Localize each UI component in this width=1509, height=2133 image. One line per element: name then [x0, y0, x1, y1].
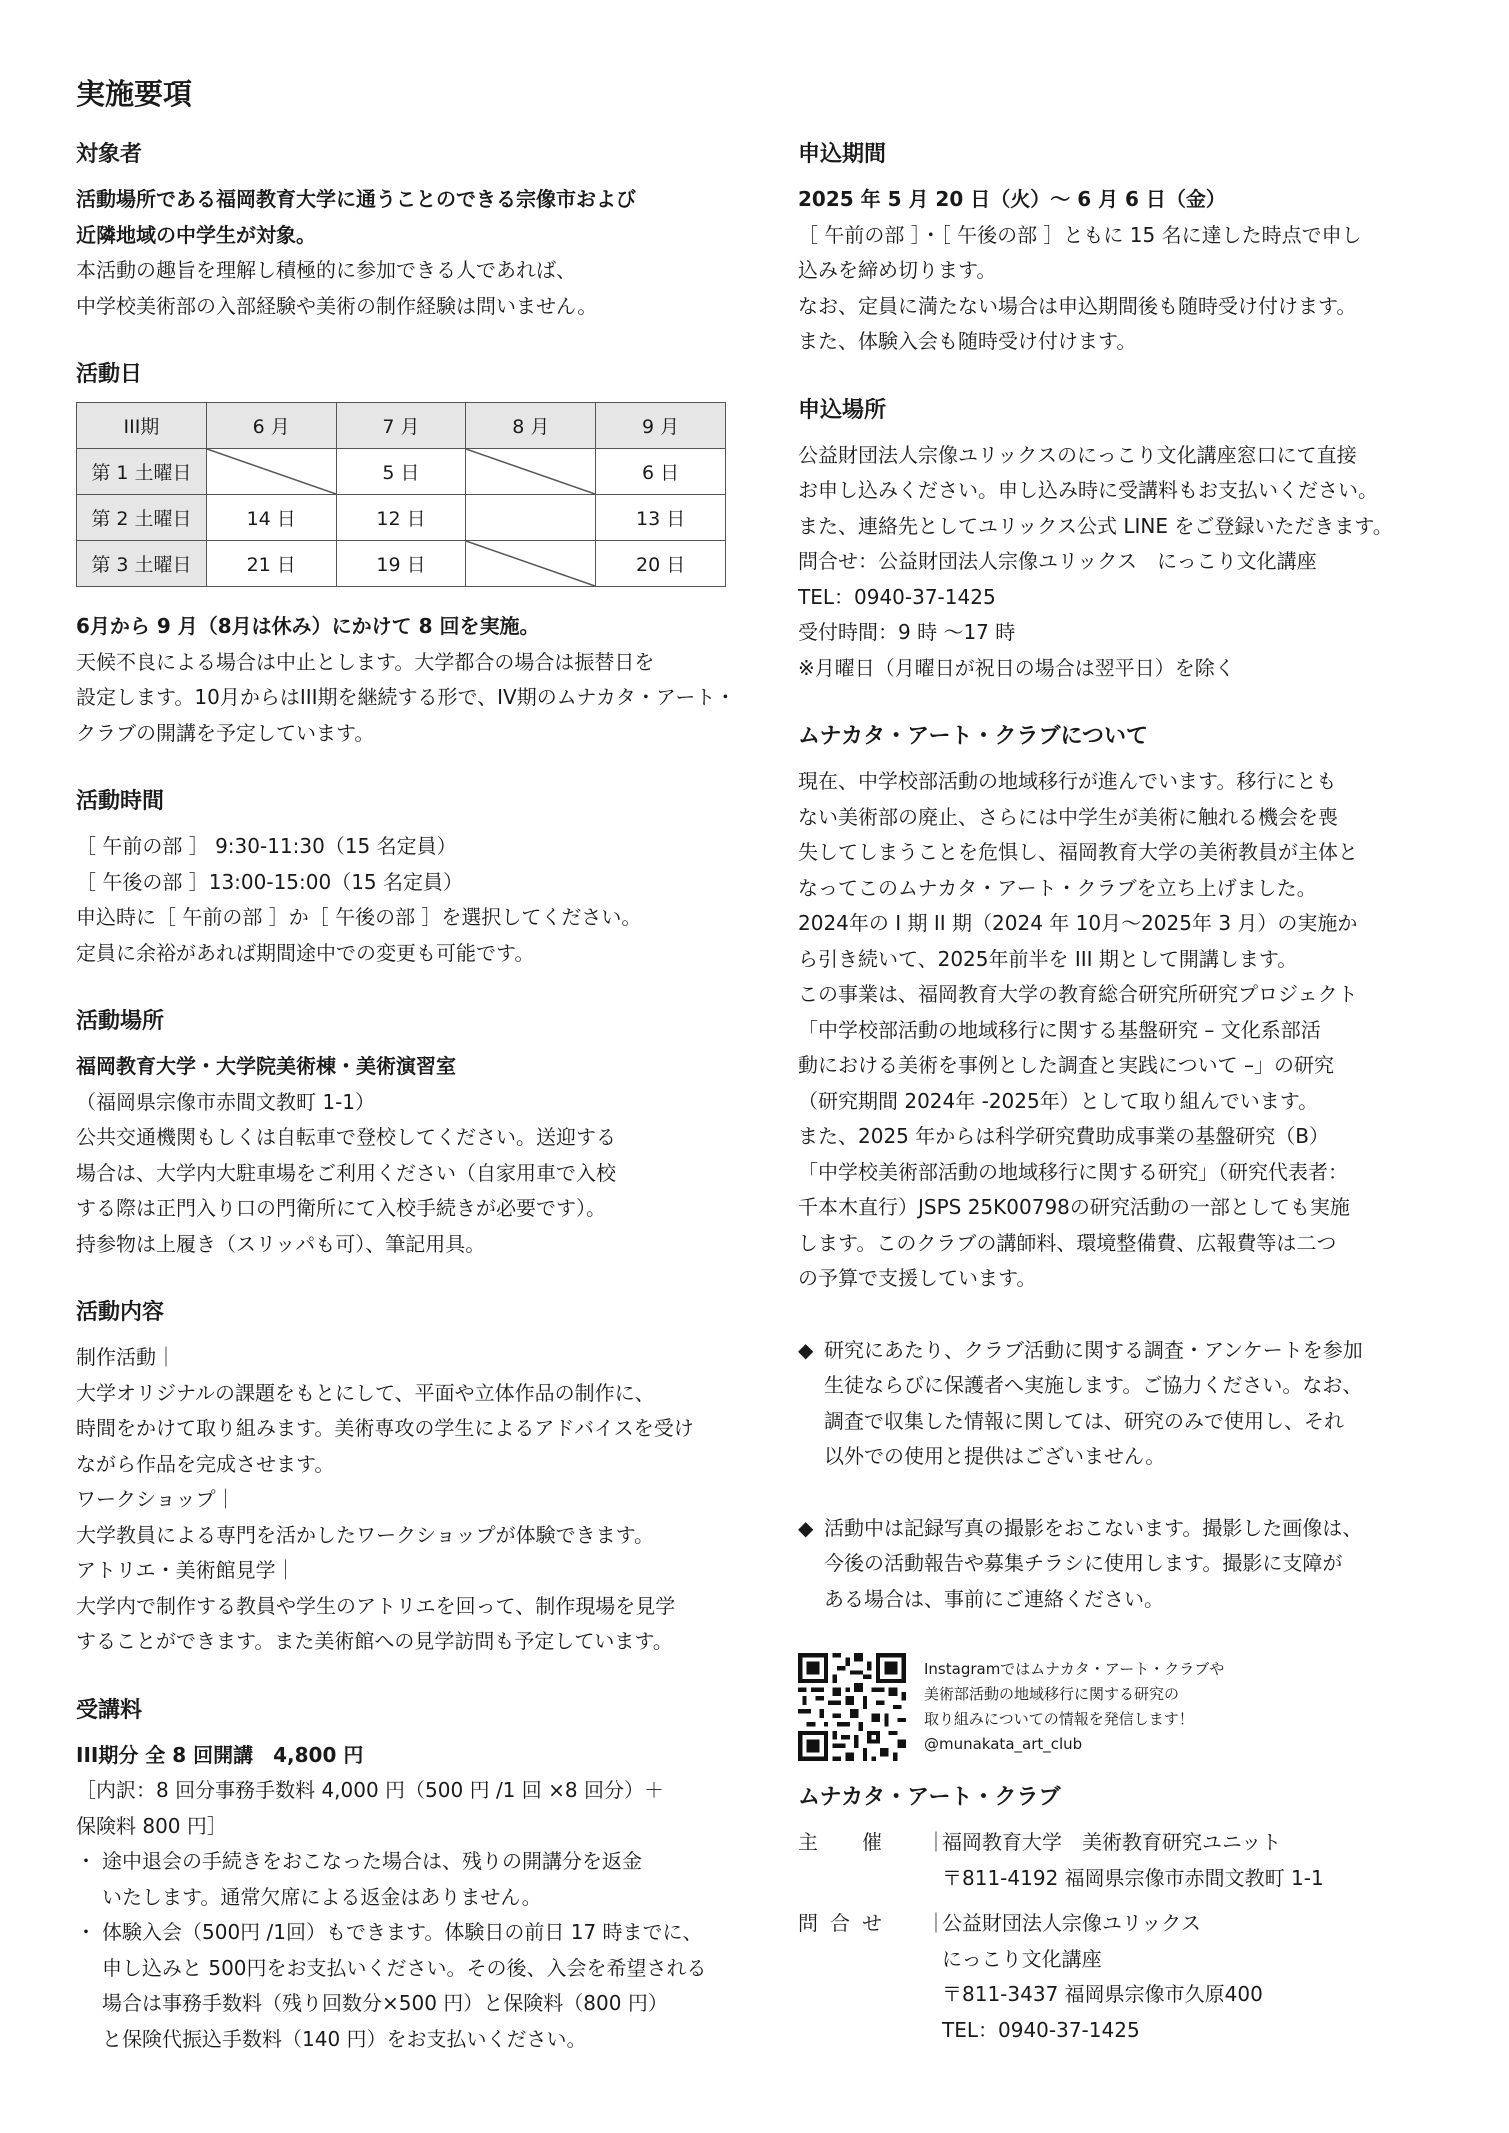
section-club [798, 1783, 1448, 2048]
instagram-line: 取り組みについての情報を発信します！ [924, 1710, 1194, 1728]
instagram-text [924, 1657, 1224, 1757]
fee-bold-line: III期分 全 8 回開講 4,800 円 [76, 1742, 364, 1767]
schedule-cell: 19 日 [336, 541, 466, 587]
about-line: ない美術部の廃止、さらには中学生が美術に触れる機会を喪 [798, 804, 1338, 829]
target-bold-line: 近隣地域の中学生が対象。 [76, 222, 316, 247]
place-bold-line: 福岡教育大学・大学院美術棟・美術演習室 [76, 1054, 456, 1078]
content-line: することができます。また美術館への見学訪問も予定しています。 [76, 1629, 673, 1653]
fee-bullet-line: 体験入会（500円 /1回）もできます。体験日の前日 17 時までに、 [102, 1920, 703, 1944]
apply-place-line: 受付時間：9 時 ～17 時 [798, 620, 1016, 644]
schedule-header-cell: 8 月 [466, 403, 596, 449]
schedule-header-row [77, 403, 726, 449]
target-bold-line: 活動場所である福岡教育大学に通うことのできる宗像市および [76, 187, 636, 211]
schedule-table [76, 402, 726, 587]
section-target-heading: 対象者 [76, 142, 143, 167]
schedule-header-cell: III期 [77, 403, 207, 449]
schedule-cell: 5 日 [336, 449, 466, 495]
period-line: ［ 午前の部 ］・［ 午後の部 ］ともに 15 名に達した時点で申し [798, 222, 1362, 247]
fee-bullet-line: 途中退会の手続きをおこなった場合は、残りの開講分を返金 [102, 1849, 642, 1873]
time-line: 申込時に［ 午前の部 ］か［ 午後の部 ］を選択してください。 [76, 905, 642, 929]
qr-code-icon[interactable] [798, 1653, 906, 1761]
schedule-cell: 13 日 [596, 495, 726, 541]
bullet-mark: ・ [76, 1920, 96, 1944]
section-period [798, 140, 1448, 360]
fee-bullet-line: 場合は事務手数料（残り回数分×500 円）と保険料（800 円） [102, 1991, 668, 2015]
content-line: 大学教員による専門を活かしたワークショップが体験できます。 [76, 1522, 654, 1547]
fee-bullet-item [76, 1915, 726, 2057]
about-line: ら引き続いて、2025年前半を III 期として開講します。 [798, 946, 1298, 971]
schedule-cell: 20 日 [596, 541, 726, 587]
fee-bullet-line: いたします。通常欠席による返金はありません。 [102, 1884, 542, 1909]
about-line: 2024年の I 期 II 期（2024 年 10月～2025年 3 月）の実施か [798, 911, 1358, 935]
section-time-heading: 活動時間 [76, 789, 165, 814]
fee-bullet-line: 申し込みと 500円をお支払いください。その後、入会を希望される [102, 1955, 707, 1980]
place-line: 公共交通機関もしくは自転車で登校してください。送迎する [76, 1125, 616, 1149]
note-line: 研究にあたり、クラブ活動に関する調査・アンケートを参加 [824, 1337, 1363, 1362]
contact-line: 公益財団法人宗像ユリックス [942, 1911, 1201, 1935]
apply-place-line: 公益財団法人宗像ユリックスのにっこり文化講座窓口にて直接 [798, 442, 1357, 467]
section-target [76, 140, 726, 324]
schedule-row [77, 495, 726, 541]
contact-line: 〒811-3437 福岡県宗像市久原400 [942, 1982, 1263, 2006]
note-line: 生徒ならびに保護者へ実施します。ご協力ください。なお、 [824, 1373, 1363, 1397]
schedule-cell: 14 日 [206, 495, 336, 541]
about-line: なってこのムナカタ・アート・クラブを立ち上げました。 [798, 875, 1317, 900]
about-line: この事業は、福岡教育大学の教育総合研究所研究プロジェクト [798, 982, 1358, 1006]
target-line: 本活動の趣旨を理解し積極的に参加できる人であれば、 [76, 258, 576, 282]
apply-place-line: ※月曜日（月曜日が祝日の場合は翌平日）を除く [798, 655, 1235, 680]
section-club-heading: ムナカタ・アート・クラブ [798, 1785, 1061, 1810]
schedule-row-label: 第 2 土曜日 [77, 495, 207, 541]
content-line: 大学オリジナルの課題をもとにして、平面や立体作品の制作に、 [76, 1380, 655, 1405]
period-line: また、体験入会も随時受け付けます。 [798, 329, 1137, 353]
schedule-cell: 21 日 [206, 541, 336, 587]
host-line: 福岡教育大学 美術教育研究ユニット [942, 1830, 1282, 1854]
note-line: 活動中は記録写真の撮影をおこないます。撮影した画像は、 [824, 1515, 1363, 1540]
schedule-header-cell: 7 月 [336, 403, 466, 449]
bullet-mark: ・ [76, 1849, 96, 1873]
content-line: アトリエ・美術館見学｜ [76, 1558, 296, 1582]
section-content-heading: 活動内容 [76, 1300, 165, 1325]
host-line: 〒811-4192 福岡県宗像市赤間文教町 1-1 [942, 1865, 1324, 1890]
section-fee-heading: 受講料 [76, 1697, 143, 1723]
instagram-line: Instagramではムナカタ・アート・クラブや [924, 1660, 1225, 1678]
target-line: 中学校美術部の入部経験や美術の制作経験は問いません。 [76, 293, 598, 318]
content-line: 制作活動｜ [76, 1345, 176, 1369]
schedule-cell: 6 日 [596, 449, 726, 495]
fee-line: ［内訳：8 回分事務手数料 4,000 円（500 円 /1 回 ×8 回分）＋ [76, 1778, 664, 1802]
section-time [76, 787, 726, 971]
right-column [798, 140, 1448, 2048]
about-line: 千本木直行）JSPS 25K00798の研究活動の一部としても実施 [798, 1195, 1350, 1219]
page-title: 実施要項 [76, 77, 193, 111]
diamond-icon: ◆ [798, 1515, 814, 1540]
about-line: 動における美術を事例とした調査と実践について –」の研究 [798, 1053, 1334, 1077]
section-period-heading: 申込期間 [798, 142, 887, 167]
about-line: します。このクラブの講師料、環境整備費、広報費等は二つ [798, 1230, 1337, 1255]
section-apply-place-heading: 申込場所 [798, 397, 887, 423]
apply-place-line: また、連絡先としてユリックス公式 LINE をご登録いただきます。 [798, 513, 1393, 538]
contact-phone[interactable]: TEL：0940-37-1425 [942, 2017, 1140, 2042]
time-line: 定員に余裕があれば期間途中での変更も可能です。 [76, 940, 535, 965]
content-line: 大学内で制作する教員や学生のアトリエを回って、制作現場を見学 [76, 1593, 676, 1618]
instagram-line: 美術部活動の地域移行に関する研究の [924, 1685, 1180, 1703]
section-content [76, 1298, 726, 1660]
apply-place-line: お申し込みください。申し込み時に受講料もお支払いください。 [798, 478, 1378, 502]
content-line: 時間をかけて取り組みます。美術専攻の学生によるアドバイスを受け [76, 1416, 694, 1440]
section-days [76, 360, 736, 751]
about-line: 「中学校部活動の地域移行に関する基盤研究 – 文化系部活 [798, 1017, 1321, 1042]
section-days-heading: 活動日 [76, 362, 143, 387]
section-place [76, 1007, 726, 1262]
days-line: 天候不良による場合は中止とします。大学都合の場合は振替日を [76, 649, 655, 674]
schedule-cell-empty [466, 541, 596, 587]
about-line: 現在、中学校部活動の地域移行が進んでいます。移行にとも [798, 769, 1337, 793]
content-line: ながら作品を完成させます。 [76, 1451, 335, 1476]
apply-place-line: 問合せ：公益財団法人宗像ユリックス にっこり文化講座 [798, 549, 1317, 573]
schedule-row [77, 541, 726, 587]
about-line: 失してしまうことを危惧し、福岡教育大学の美術教員が主体と [798, 840, 1358, 864]
schedule-header-cell: 9 月 [596, 403, 726, 449]
note-item [798, 1511, 1448, 1618]
separator: ｜ [926, 1911, 946, 1935]
schedule-row-label: 第 1 土曜日 [77, 449, 207, 495]
section-notes [798, 1333, 1448, 1618]
section-about-heading: ムナカタ・アート・クラブについて [798, 724, 1149, 749]
note-item [798, 1333, 1448, 1475]
left-column [76, 140, 736, 2057]
contact-row [798, 1906, 1448, 2048]
place-line: 持参物は上履き（スリッパも可）、筆記用具。 [76, 1231, 486, 1256]
note-line: 今後の活動報告や募集チラシに使用します。撮影に支障が [824, 1551, 1343, 1575]
schedule-cell: 12 日 [336, 495, 466, 541]
schedule-cell-empty [206, 449, 336, 495]
fee-line: 保険料 800 円］ [76, 1813, 227, 1838]
about-line: 「中学校美術部活動の地域移行に関する研究」（研究代表者： [798, 1159, 1348, 1184]
about-line: の予算で支援しています。 [798, 1266, 1037, 1290]
note-line: 以外での使用と提供はございません。 [824, 1444, 1166, 1468]
period-bold-line: 2025 年 5 月 20 日（火）～ 6 月 6 日（金） [798, 187, 1226, 211]
time-line: ［ 午前の部 ］ 9:30-11:30（15 名定員） [76, 834, 457, 858]
diamond-icon: ◆ [798, 1337, 814, 1362]
time-line: ［ 午後の部 ］13:00-15:00（15 名定員） [76, 869, 464, 894]
host-label: 主 催 [798, 1830, 894, 1854]
about-line: また、2025 年からは科学研究費助成事業の基盤研究（B） [798, 1124, 1329, 1148]
contact-line: にっこり文化講座 [942, 1946, 1102, 1971]
section-about [798, 722, 1448, 1297]
place-line: する際は正門入り口の門衛所にて入校手続きが必要です）。 [76, 1196, 606, 1220]
fee-bullet-item [76, 1844, 726, 1915]
place-line: 場合は、大学内大駐車場をご利用ください（自家用車で入校 [76, 1160, 616, 1185]
days-line: 設定します。10月からはIII期を継続する形で、IV期のムナカタ・アート・ [76, 685, 736, 709]
schedule-row-label: 第 3 土曜日 [77, 541, 207, 587]
schedule-row [77, 449, 726, 495]
days-bold-line: 6月から 9 月（8月は休み）にかけて 8 回を実施。 [76, 614, 540, 638]
place-line: （福岡県宗像市赤間文教町 1-1） [76, 1089, 376, 1114]
contact-label: 問合せ [798, 1911, 894, 1935]
days-line: クラブの開講を予定しています。 [76, 720, 375, 745]
period-line: 込みを締め切ります。 [798, 258, 997, 282]
schedule-cell-blank [466, 495, 596, 541]
note-line: 調査で収集した情報に関しては、研究のみで使用し、それ [824, 1408, 1344, 1433]
section-fee [76, 1696, 726, 2058]
schedule-header-cell: 6 月 [206, 403, 336, 449]
host-row [798, 1825, 1448, 1896]
content-line: ワークショップ｜ [76, 1487, 236, 1511]
section-place-heading: 活動場所 [76, 1009, 165, 1034]
instagram-handle[interactable]: @munakata_art_club [924, 1735, 1083, 1753]
fee-bullet-line: と保険代振込手数料（140 円）をお支払いください。 [102, 2026, 587, 2051]
instagram-block [798, 1653, 1448, 1761]
schedule-cell-empty [466, 449, 596, 495]
note-line: ある場合は、事前にご連絡ください。 [824, 1586, 1164, 1611]
about-line: （研究期間 2024年 -2025年）として取り組んでいます。 [798, 1088, 1319, 1113]
period-line: なお、定員に満たない場合は申込期間後も随時受け付けます。 [798, 293, 1357, 318]
apply-place-line: TEL：0940-37-1425 [798, 584, 996, 609]
section-apply-place [798, 396, 1448, 687]
separator: ｜ [926, 1830, 946, 1854]
